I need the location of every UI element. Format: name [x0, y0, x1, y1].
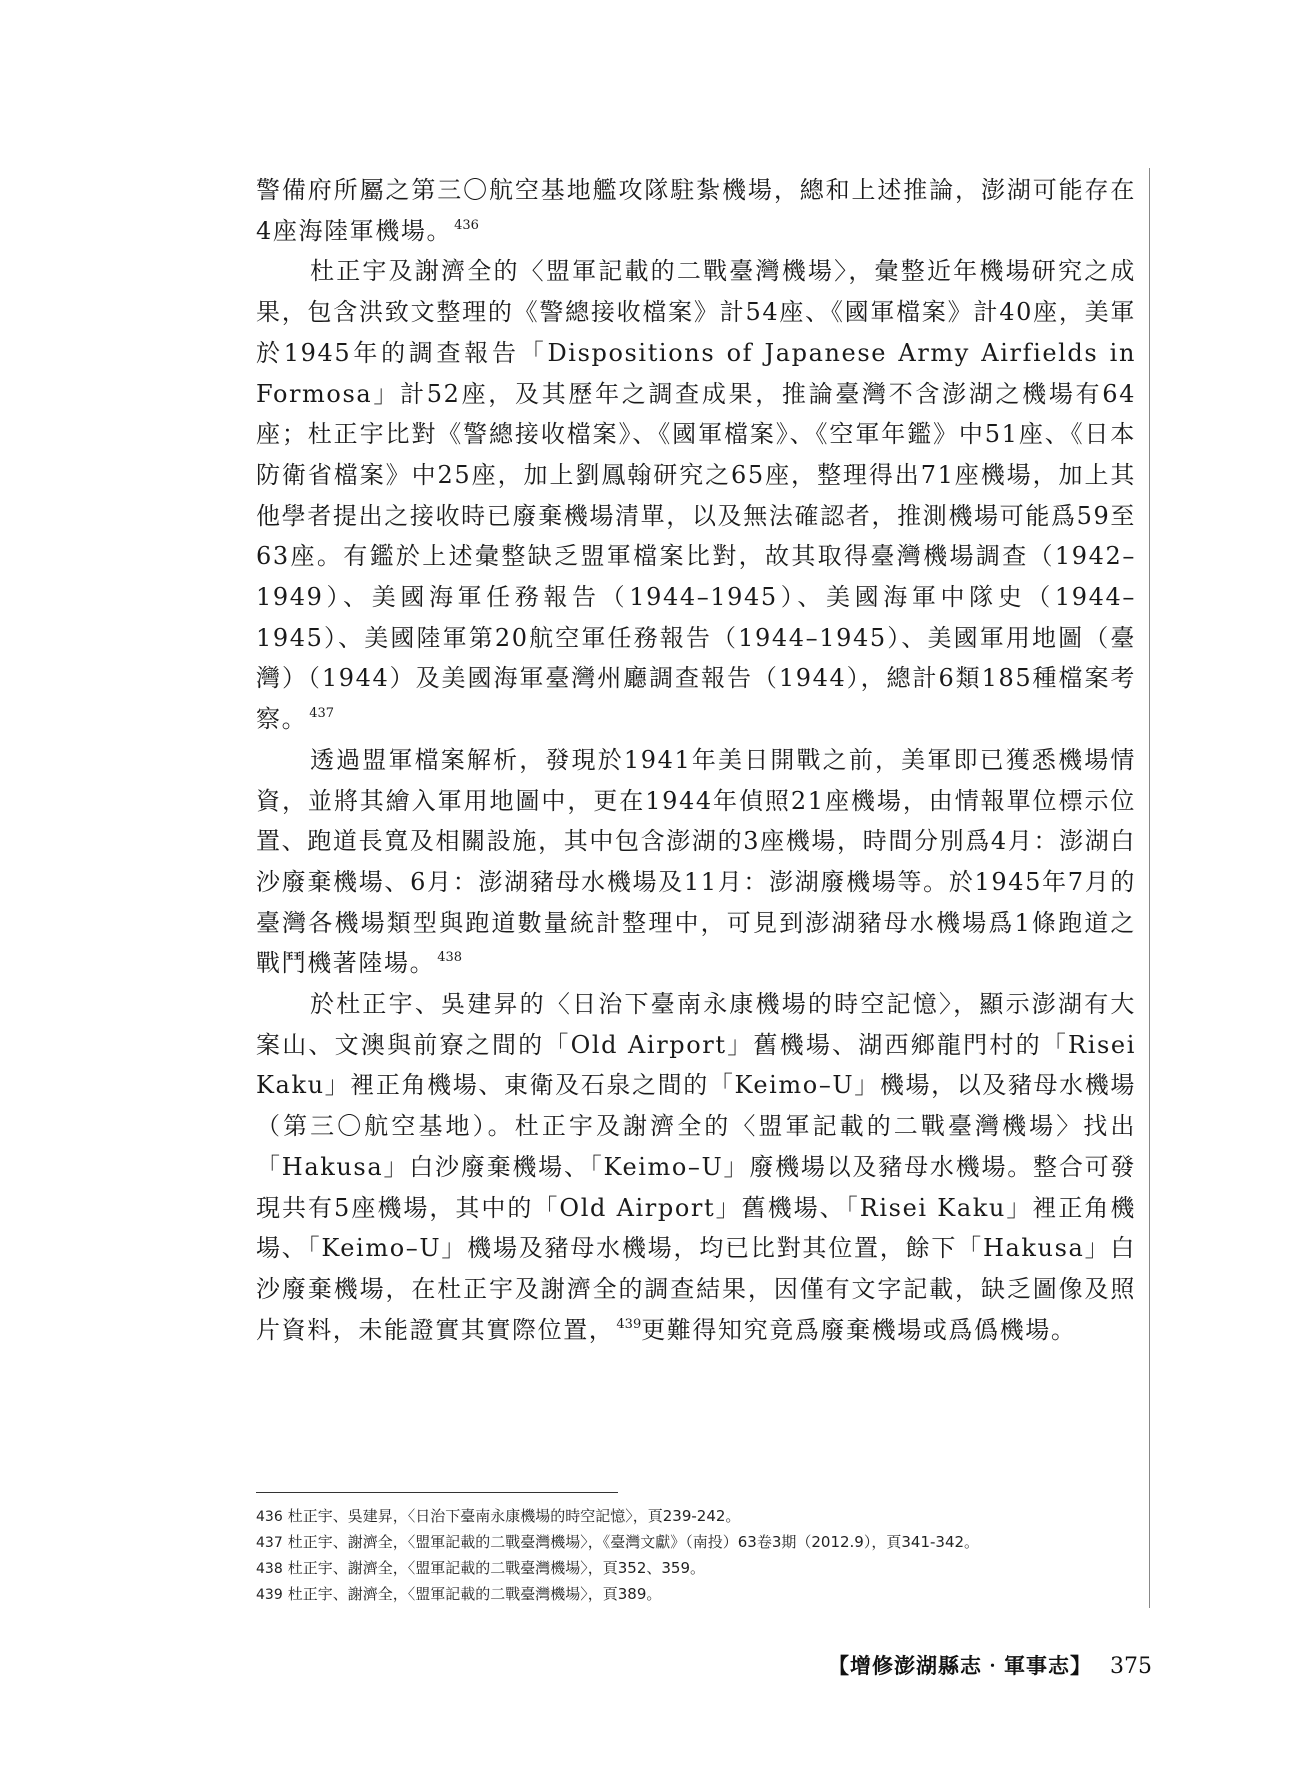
footnote-ref-436[interactable]: 436 — [454, 217, 479, 233]
running-footer — [828, 1650, 1152, 1680]
body-text — [256, 170, 1136, 1350]
footnote-number: 439 — [256, 1587, 283, 1603]
footnote-text: 杜正宇、吳建昇，〈日治下臺南永康機場的時空記憶〉，頁239-242。 — [287, 1507, 741, 1525]
footnote-number: 438 — [256, 1561, 283, 1577]
footnote-divider — [256, 1492, 618, 1493]
footnote-436 — [256, 1504, 1136, 1530]
paragraph-1 — [256, 170, 1136, 251]
paragraph-3-text: 透過盟軍檔案解析，發現於1941年美日開戰之前，美軍即已獲悉機場情資，並將其繪入軍用地圖中，更在1944年偵照21座機場，由情報單位標示位置、跑道長寬及相關設施，其中包含澎湖的3座機場，時間分別爲4月：澎湖白沙廢棄機場、6月：澎湖豬母水機場及11月：澎湖廢機場等。於1945年7月的臺灣各機場類型與跑道數量統計整理中，可見到澎湖豬母水機場爲1條跑道之戰鬥機著陸場。 — [256, 745, 1136, 978]
footnote-ref-438[interactable]: 438 — [437, 950, 463, 966]
margin-rule — [1149, 168, 1150, 1608]
footnote-ref-439[interactable]: 439 — [616, 1316, 642, 1332]
paragraph-2-text: 杜正宇及謝濟全的〈盟軍記載的二戰臺灣機場〉，彙整近年機場研究之成果，包含洪致文整理的《警總接收檔案》計54座、《國軍檔案》計40座，美軍於1945年的調查報告「Dispositions of Japanese Army Airfields in Formosa」計52座，及其歷年之調查成果，推論臺灣不含澎湖之機場有64座；杜正宇比對《警總接收檔案》、《國軍檔案》、《空軍年鑑》中51座、《日本防衛省檔案》中25座，加上劉鳳翰研究之65座，整理得出71座機場，加上其他學者提出之接收時已廢棄機場清單，以及無法確認者，推測機場可能爲59至63座。有鑑於上述彙整缺乏盟軍檔案比對，故其取得臺灣機場調查（1942–1949）、美國海軍任務報告（1944–1945）、美國海軍中隊史（1944–1945）、美國陸軍第20航空軍任務報告（1944–1945）、美國軍用地圖（臺灣）（1944）及美國海軍臺灣州廳調查報告（1944），總計6類185種檔案考察。 — [256, 257, 1136, 734]
book-title: 【增修澎湖縣志‧軍事志】 — [828, 1653, 1092, 1678]
footnotes — [256, 1504, 1136, 1608]
paragraph-4 — [256, 984, 1136, 1350]
footnote-text: 杜正宇、謝濟全，〈盟軍記載的二戰臺灣機場〉，頁389。 — [287, 1585, 662, 1603]
footnote-text: 杜正宇、謝濟全，〈盟軍記載的二戰臺灣機場〉，頁352、359。 — [287, 1559, 705, 1577]
page-number: 375 — [1110, 1654, 1152, 1679]
footnote-438 — [256, 1556, 1136, 1582]
footnote-437 — [256, 1530, 1136, 1556]
footnote-439 — [256, 1582, 1136, 1608]
footnote-ref-437[interactable]: 437 — [309, 706, 335, 722]
footnote-text: 杜正宇、謝濟全，〈盟軍記載的二戰臺灣機場〉，《臺灣文獻》（南投）63卷3期（2012.9），頁341-342。 — [287, 1533, 980, 1551]
paragraph-4-text: 於杜正宇、吳建昇的〈日治下臺南永康機場的時空記憶〉，顯示澎湖有大案山、文澳與前寮之間的「Old Airport」舊機場、湖西鄉龍門村的「Risei Kaku」裡正角機場、東衛及石泉之間的「Keimo–U」機場，以及豬母水機場（第三〇航空基地）。杜正宇及謝濟全的〈盟軍記載的二戰臺灣機場〉找出「Hakusa」白沙廢棄機場、「Keimo–U」廢機場以及豬母水機場。整合可發現共有5座機場，其中的「Old Airport」舊機場、「Risei Kaku」裡正角機場、「Keimo–U」機場及豬母水機場，均已比對其位置，餘下「Hakusa」白沙廢棄機場，在杜正宇及謝濟全的調查結果，因僅有文字記載，缺乏圖像及照片資料，未能證實其實際位置， — [256, 990, 1136, 1344]
footnote-number: 436 — [256, 1509, 283, 1525]
footnote-number: 437 — [256, 1535, 283, 1551]
paragraph-1-text: 警備府所屬之第三〇航空基地艦攻隊駐紮機場，總和上述推論，澎湖可能存在4座海陸軍機場。 — [256, 176, 1136, 245]
paragraph-3 — [256, 740, 1136, 984]
paragraph-4-tail: 更難得知究竟爲廢棄機場或爲僞機場。 — [641, 1315, 1077, 1344]
paragraph-2 — [256, 251, 1136, 739]
